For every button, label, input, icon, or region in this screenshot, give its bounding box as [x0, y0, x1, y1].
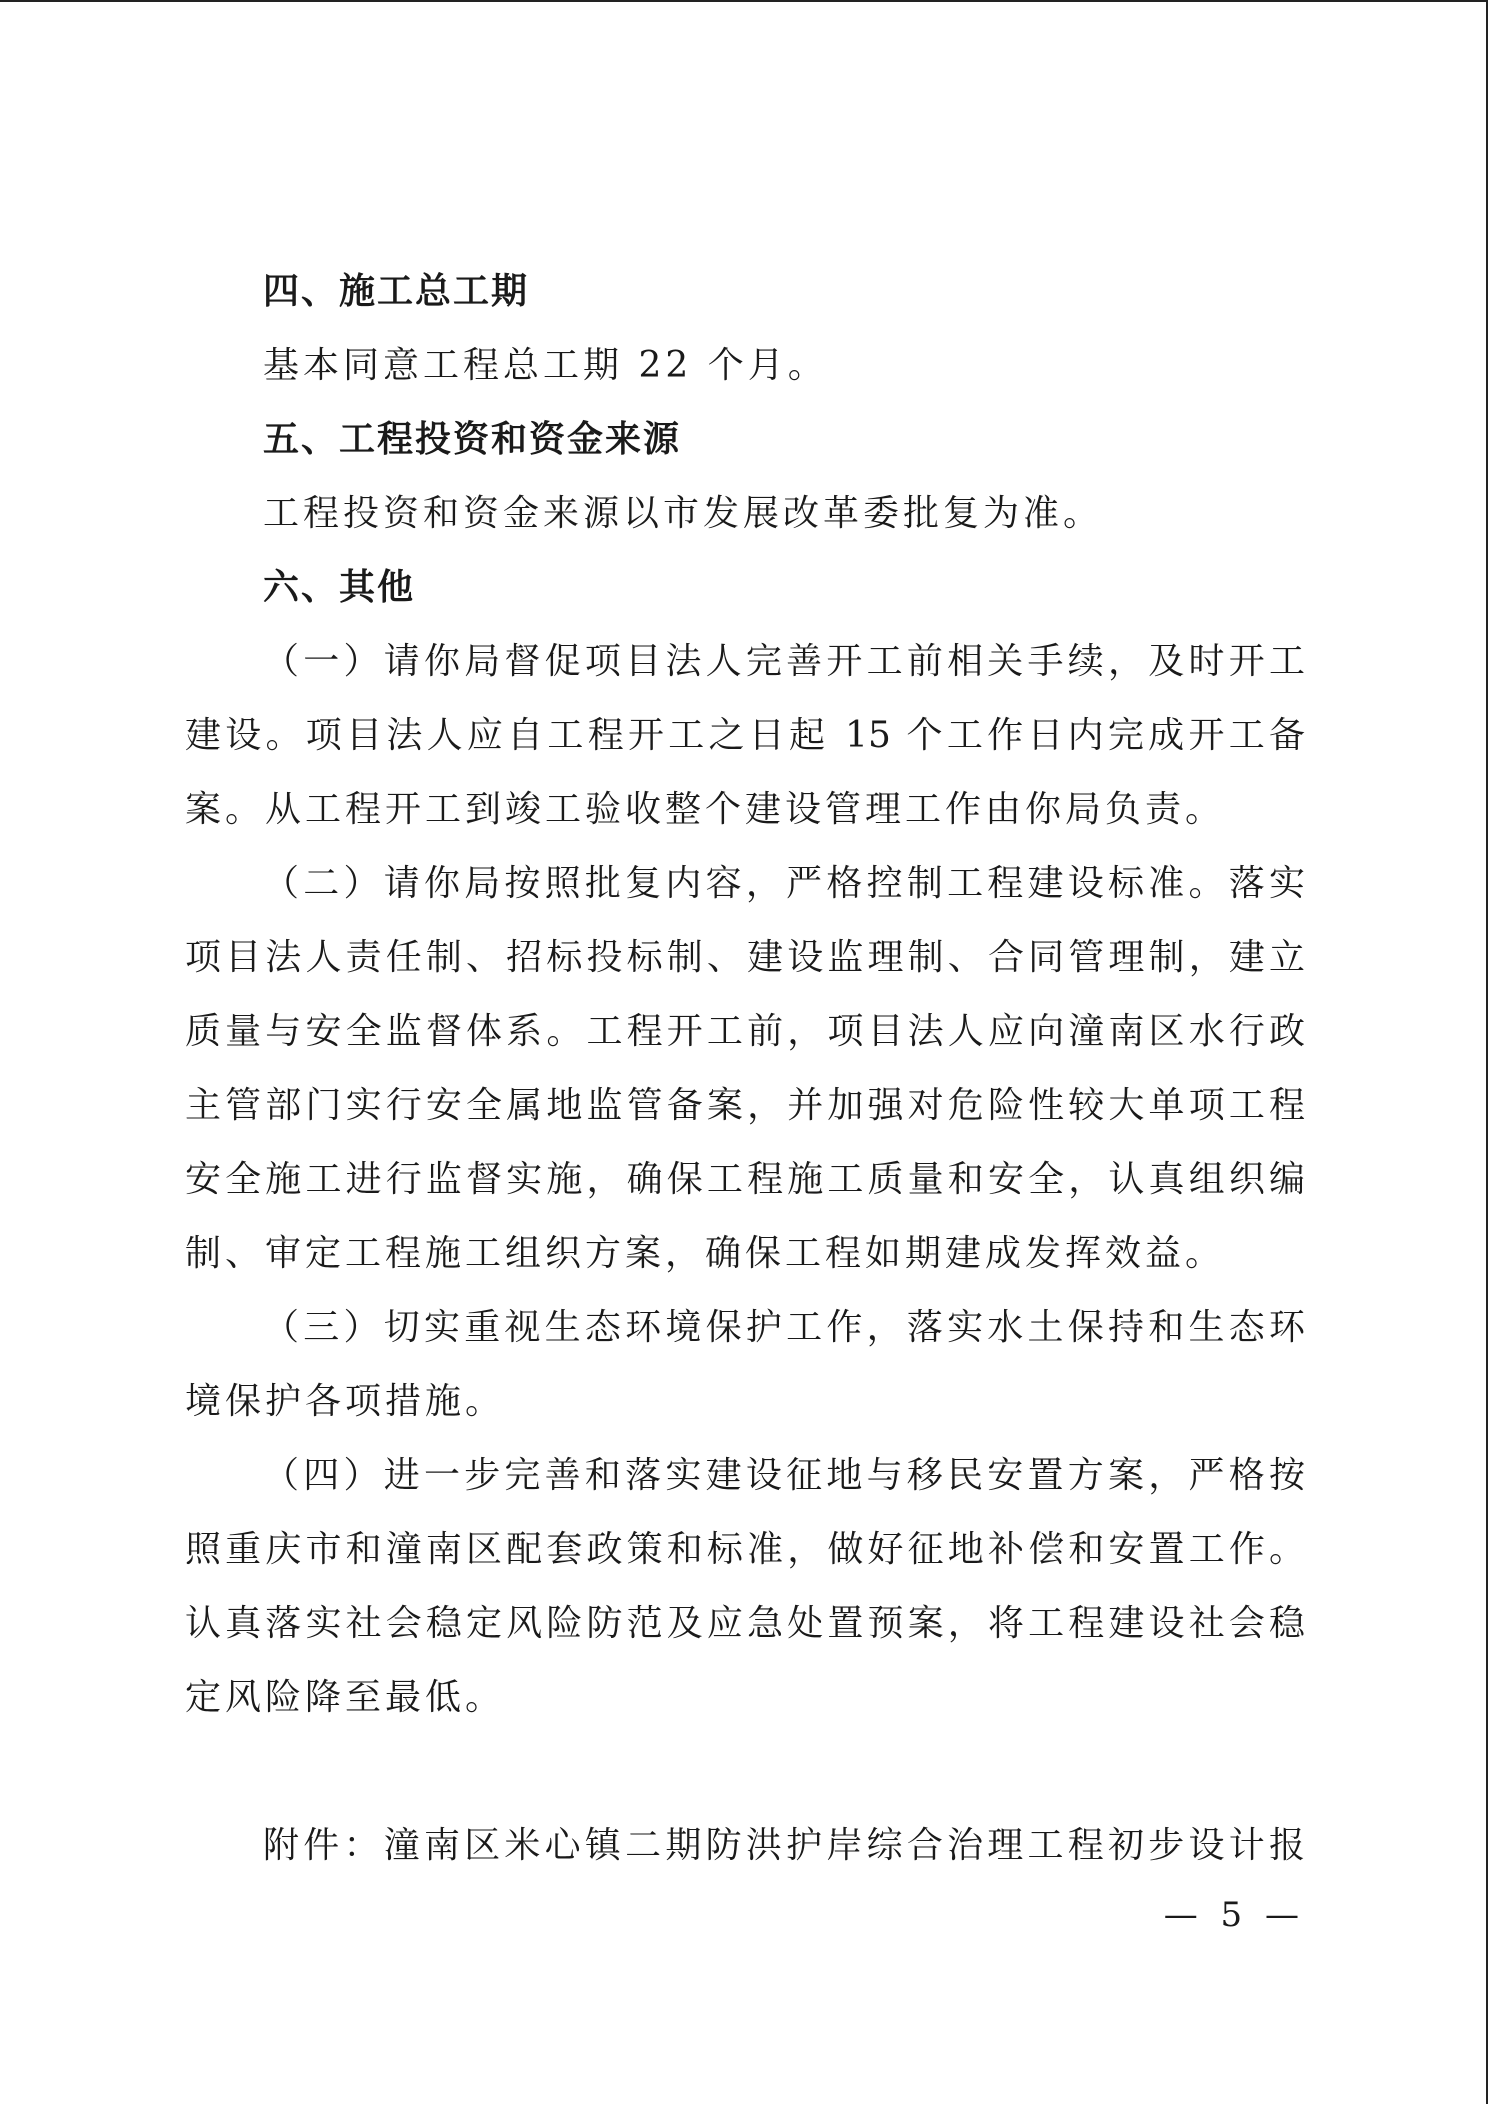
section-4-body: 基本同意工程总工期 22 个月。	[263, 345, 828, 386]
page-number: — 5 —	[1163, 1895, 1305, 1935]
paragraph-line: 定风险降至最低。	[185, 1677, 506, 1718]
attachment-line: 附件：潼南区米心镇二期防洪护岸综合治理工程初步设计报	[263, 1825, 1305, 1866]
paragraph-2	[185, 847, 1305, 1291]
paragraph-line: 主管部门实行安全属地监管备案，并加强对危险性较大单项工程	[185, 1085, 1305, 1126]
paragraph-4	[185, 1439, 1305, 1735]
paragraph-line: （二）请你局按照批复内容，严格控制工程建设标准。落实	[263, 863, 1305, 904]
paragraph-line: （四）进一步完善和落实建设征地与移民安置方案，严格按	[263, 1455, 1305, 1496]
section-4-title: 四、施工总工期	[263, 271, 530, 312]
document-body	[185, 255, 1305, 1883]
paragraph-line: 质量与安全监督体系。工程开工前，项目法人应向潼南区水行政	[185, 1011, 1305, 1052]
section-5-title: 五、工程投资和资金来源	[263, 419, 682, 460]
paragraph-1	[185, 625, 1305, 847]
paragraph-line: 照重庆市和潼南区配套政策和标准，做好征地补偿和安置工作。	[185, 1529, 1305, 1570]
section-5-body: 工程投资和资金来源以市发展改革委批复为准。	[263, 493, 1104, 534]
paragraph-line: 项目法人责任制、招标投标制、建设监理制、合同管理制，建立	[185, 937, 1305, 978]
paragraph-line: （三）切实重视生态环境保护工作，落实水土保持和生态环	[263, 1307, 1305, 1348]
paragraph-line: 境保护各项措施。	[185, 1381, 506, 1422]
paragraph-line: 制、审定工程施工组织方案，确保工程如期建成发挥效益。	[185, 1233, 1226, 1274]
blank-line	[185, 1735, 1305, 1809]
paragraph-line: （一）请你局督促项目法人完善开工前相关手续，及时开工	[263, 641, 1305, 682]
paragraph-line: 建设。项目法人应自工程开工之日起 15 个工作日内完成开工备	[185, 715, 1305, 756]
paragraph-line: 认真落实社会稳定风险防范及应急处置预案，将工程建设社会稳	[185, 1603, 1305, 1644]
paragraph-line: 案。从工程开工到竣工验收整个建设管理工作由你局负责。	[185, 789, 1226, 830]
paragraph-3	[185, 1291, 1305, 1439]
paragraph-line: 安全施工进行监督实施，确保工程施工质量和安全，认真组织编	[185, 1159, 1305, 1200]
section-6-title: 六、其他	[263, 567, 416, 608]
